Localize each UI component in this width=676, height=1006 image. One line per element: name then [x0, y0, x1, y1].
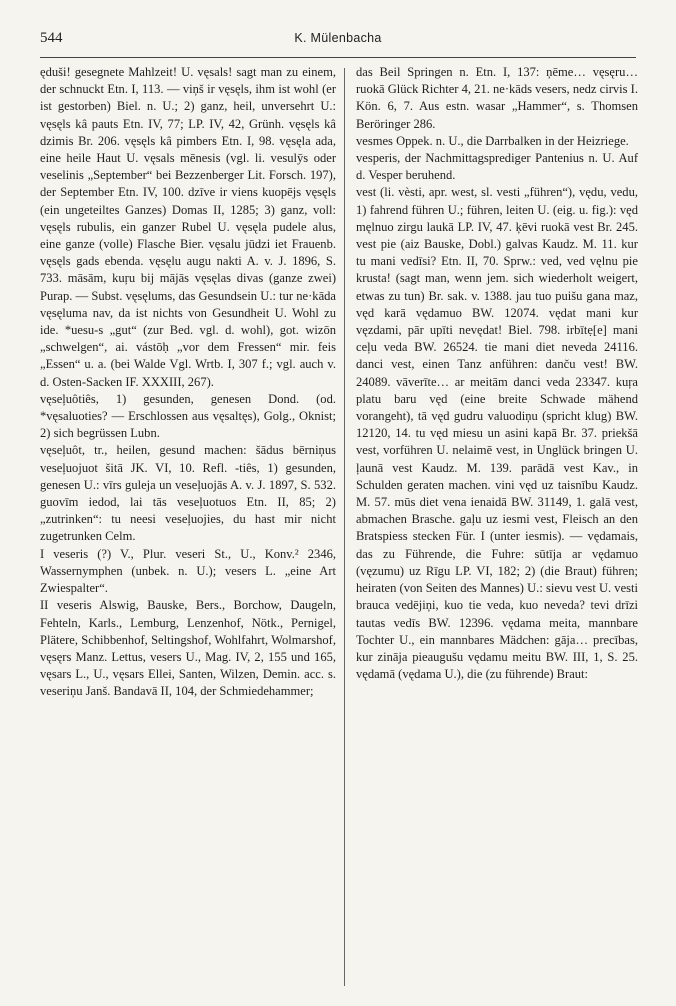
entry-paragraph: vesmes Oppek. n. U., die Darrbalken in der Heizriege.: [356, 133, 629, 148]
running-title: K. Mülenbacha: [294, 31, 382, 45]
entry-paragraph: vesperis, der Nachmittagsprediger Pantenius n. U. Auf d. Vesper beruhend.: [356, 151, 638, 183]
entry-paragraph: vęseļuôtiês, 1) gesunden, genesen Dond. (od. *vęsaluoties? — Erschlossen aus vęsaltęs), Golg., Oknist; 2) sich begrüssen Lubn.: [40, 391, 336, 441]
entry-paragraph: das Beil Springen n. Etn. I, 137: ņēme… vęsęru… ruokā Glück Richter 4, 21. ne·kāds vesers, nedz cirvis I. Kön. 6, 7. Aus estn. wasar „Hammer“, s. Thomsen Beröringer 286.: [356, 65, 638, 131]
column-divider: [344, 68, 345, 986]
entry-paragraph: I veseris (?) V., Plur. veseri St., U., Konv.² 2346, Wassernymphen (unbek. n. U.); vesers L. „eine Art Zwiespalter“.: [40, 546, 336, 596]
entry-paragraph: ęduši! gesegnete Mahlzeit! U. vęsals! sagt man zu einem, der schnuckt Etn. I, 113. — viņš ir vęsęls, ihm ist wohl (er ist gestorben) Biel. n. U.; 2) ganz, heil, unversehrt U.: vęsęls kâ pauts Etn. IV, 77; LP. IV, 42, Grünh. vęsęls kâ dzimis Br. 206. vęsęls kâ pimbers Etn. I, 98. vęsęla ada, eine heile Haut U. vęsals mēnesis (vgl. li. vesulȳs oder veselinis „September“ bei Bezzenberger Lit. Forsch. 197), der September Etn. IV, 100. dzīve ir viens kuopējs vęsęls (ein ungeteiltes Ganzes) Domas II, 1285; 3) ganz, voll: vęsęls rubulis, ein ganzer Rubel U. vęsęla pudele alus, eine ganze (volle) Flasche Bier. vęsalu jūdzi iet Frauenb. vęsęls gads ebenda. vęsęlu augu nakti A. v. J. 1896, S. 733. māsām, kuŗu bij mājās vęsęlas divas (ganze zwei) Purap. — Subst. vęsęlums, das Gesundsein U.: tur ne·kāda vęsęluma nav, da ist nichts von Gesundheit U. Wohl zu ide. *uesu-s „gut“ (zur Bed. vgl. d. wohl), got. wizōn „schwelgen“, ai. vástōḥ „vor dem Fressen“ mir. feis „Essen“ u. a. (bei Walde Vgl. Wrtb. I, 307 f.; vgl. auch v. d. Osten-Sacken IF. XXXIII, 267).: [40, 65, 336, 389]
entry-paragraph: II veseris Alswig, Bauske, Bers., Borchow, Daugeln, Fehteln, Karls., Lemburg, Lenzenhof, Nötk., Pernigel, Plätere, Schibbenhof, Seltingshof, Wohlfahrt, Wolmarshof, vęsęrs Manz. Lettus, vesers U., Mag. IV, 2, 155 und 165, vęsars L., U., vęsars Ellei, Santen, Wilzen, Demin. acc. s. veseriņu Janš. Bandavā II, 104, der Schmiedehammer;: [40, 598, 336, 699]
entry-paragraph: vest (li. vèsti, apr. west, sl. vesti „führen“), vędu, vedu, 1) fahrend führen U.; führen, leiten U. (eig. u. fig.): vęd męlnuo zirgu laukā LP. IV, 47. ķēvi ruokā vest Br. 245. vest pie (aiz Bauske, Dobl.) galvas Kaudz. M. 11. kur tu mani vedīsi? Etn. II, 70. Sprw.: ved, ved vęlnu pie krusta! (sagt man, wenn jem. sich wiederholt weigert, etwas zu tun) Br. sak. v. 1388. jau tuo puišu gana maz, vęd karā vędamuo BW. 12074. vędat mani kur vęzdami, pār upīti nevędat! Biel. 798. irbītẹ[e] mani ceļu veda BW. 26524. tie mani diet neveda 24116. danci vest, einen Tanz anführen: danču vest! BW. 24089. vāverīte… ar meitām danci veda 23347. kuŗa platu baru vęd (eine breite Schwade mähend vorangeht), tā vęd gudru valuodiņu (spricht klug) BW. 12120, 14. tu vęd miesu un asini kapā Br. 37. priekšā vest, vorführen U. nelaimē vest, in Unglück bringen U. ļaunā vest Kaudz. M. 139. parādā vest Kav., in Schulden geraten machen. vini vęd uz taisnību Kaudz. M. 57. mūs diet vena ienaidā BW. 31149, 1. galā vest, abmachen Brasche. gaļu uz iesmi vest, Fleisch an den Bratspiess stecken Für. I (unter iesmis). — vędamais, das zu Führende, die Fuhre: sūtīja ar vędamuo (vęzumu) uz Rīgu LP. VI, 182; 2) (die Braut) führen; heiraten (von Seiten des Mannes) U.: sievu vest U. vesti brauca vedējiņi, kuo tie veda, kuo neveda? tevi drīzi tautas vedīs BW. 12396. vędama meita, mannbare Tochter U., ein mannbares Mädchen: gāja… precības, kur zināja pieaugušu vędamu meitu BW. III, 1, S. 25. vędamā (vędama U.), die (zu führende) Braut:: [356, 185, 638, 682]
left-column: [40, 64, 336, 701]
header-rule: [40, 57, 636, 58]
page-number: 544: [40, 30, 63, 46]
entry-paragraph: vęseļuôt, tr., heilen, gesund machen: šādus bērniņus veseļuojuot šitā JK. VI, 10. Refl. -tiês, 1) gesunden, genesen U.: vīrs guleja un veseļuojās A. v. J. 1897, S. 532. guovīm iedod, lai tās veseļuotuos Etn. II, 85; 2) „zutrinken“: tu neesi veseļuojies, du hast mir nicht zugetrunken Celm.: [40, 443, 336, 544]
right-column: [356, 64, 638, 683]
page-header: [40, 30, 636, 54]
